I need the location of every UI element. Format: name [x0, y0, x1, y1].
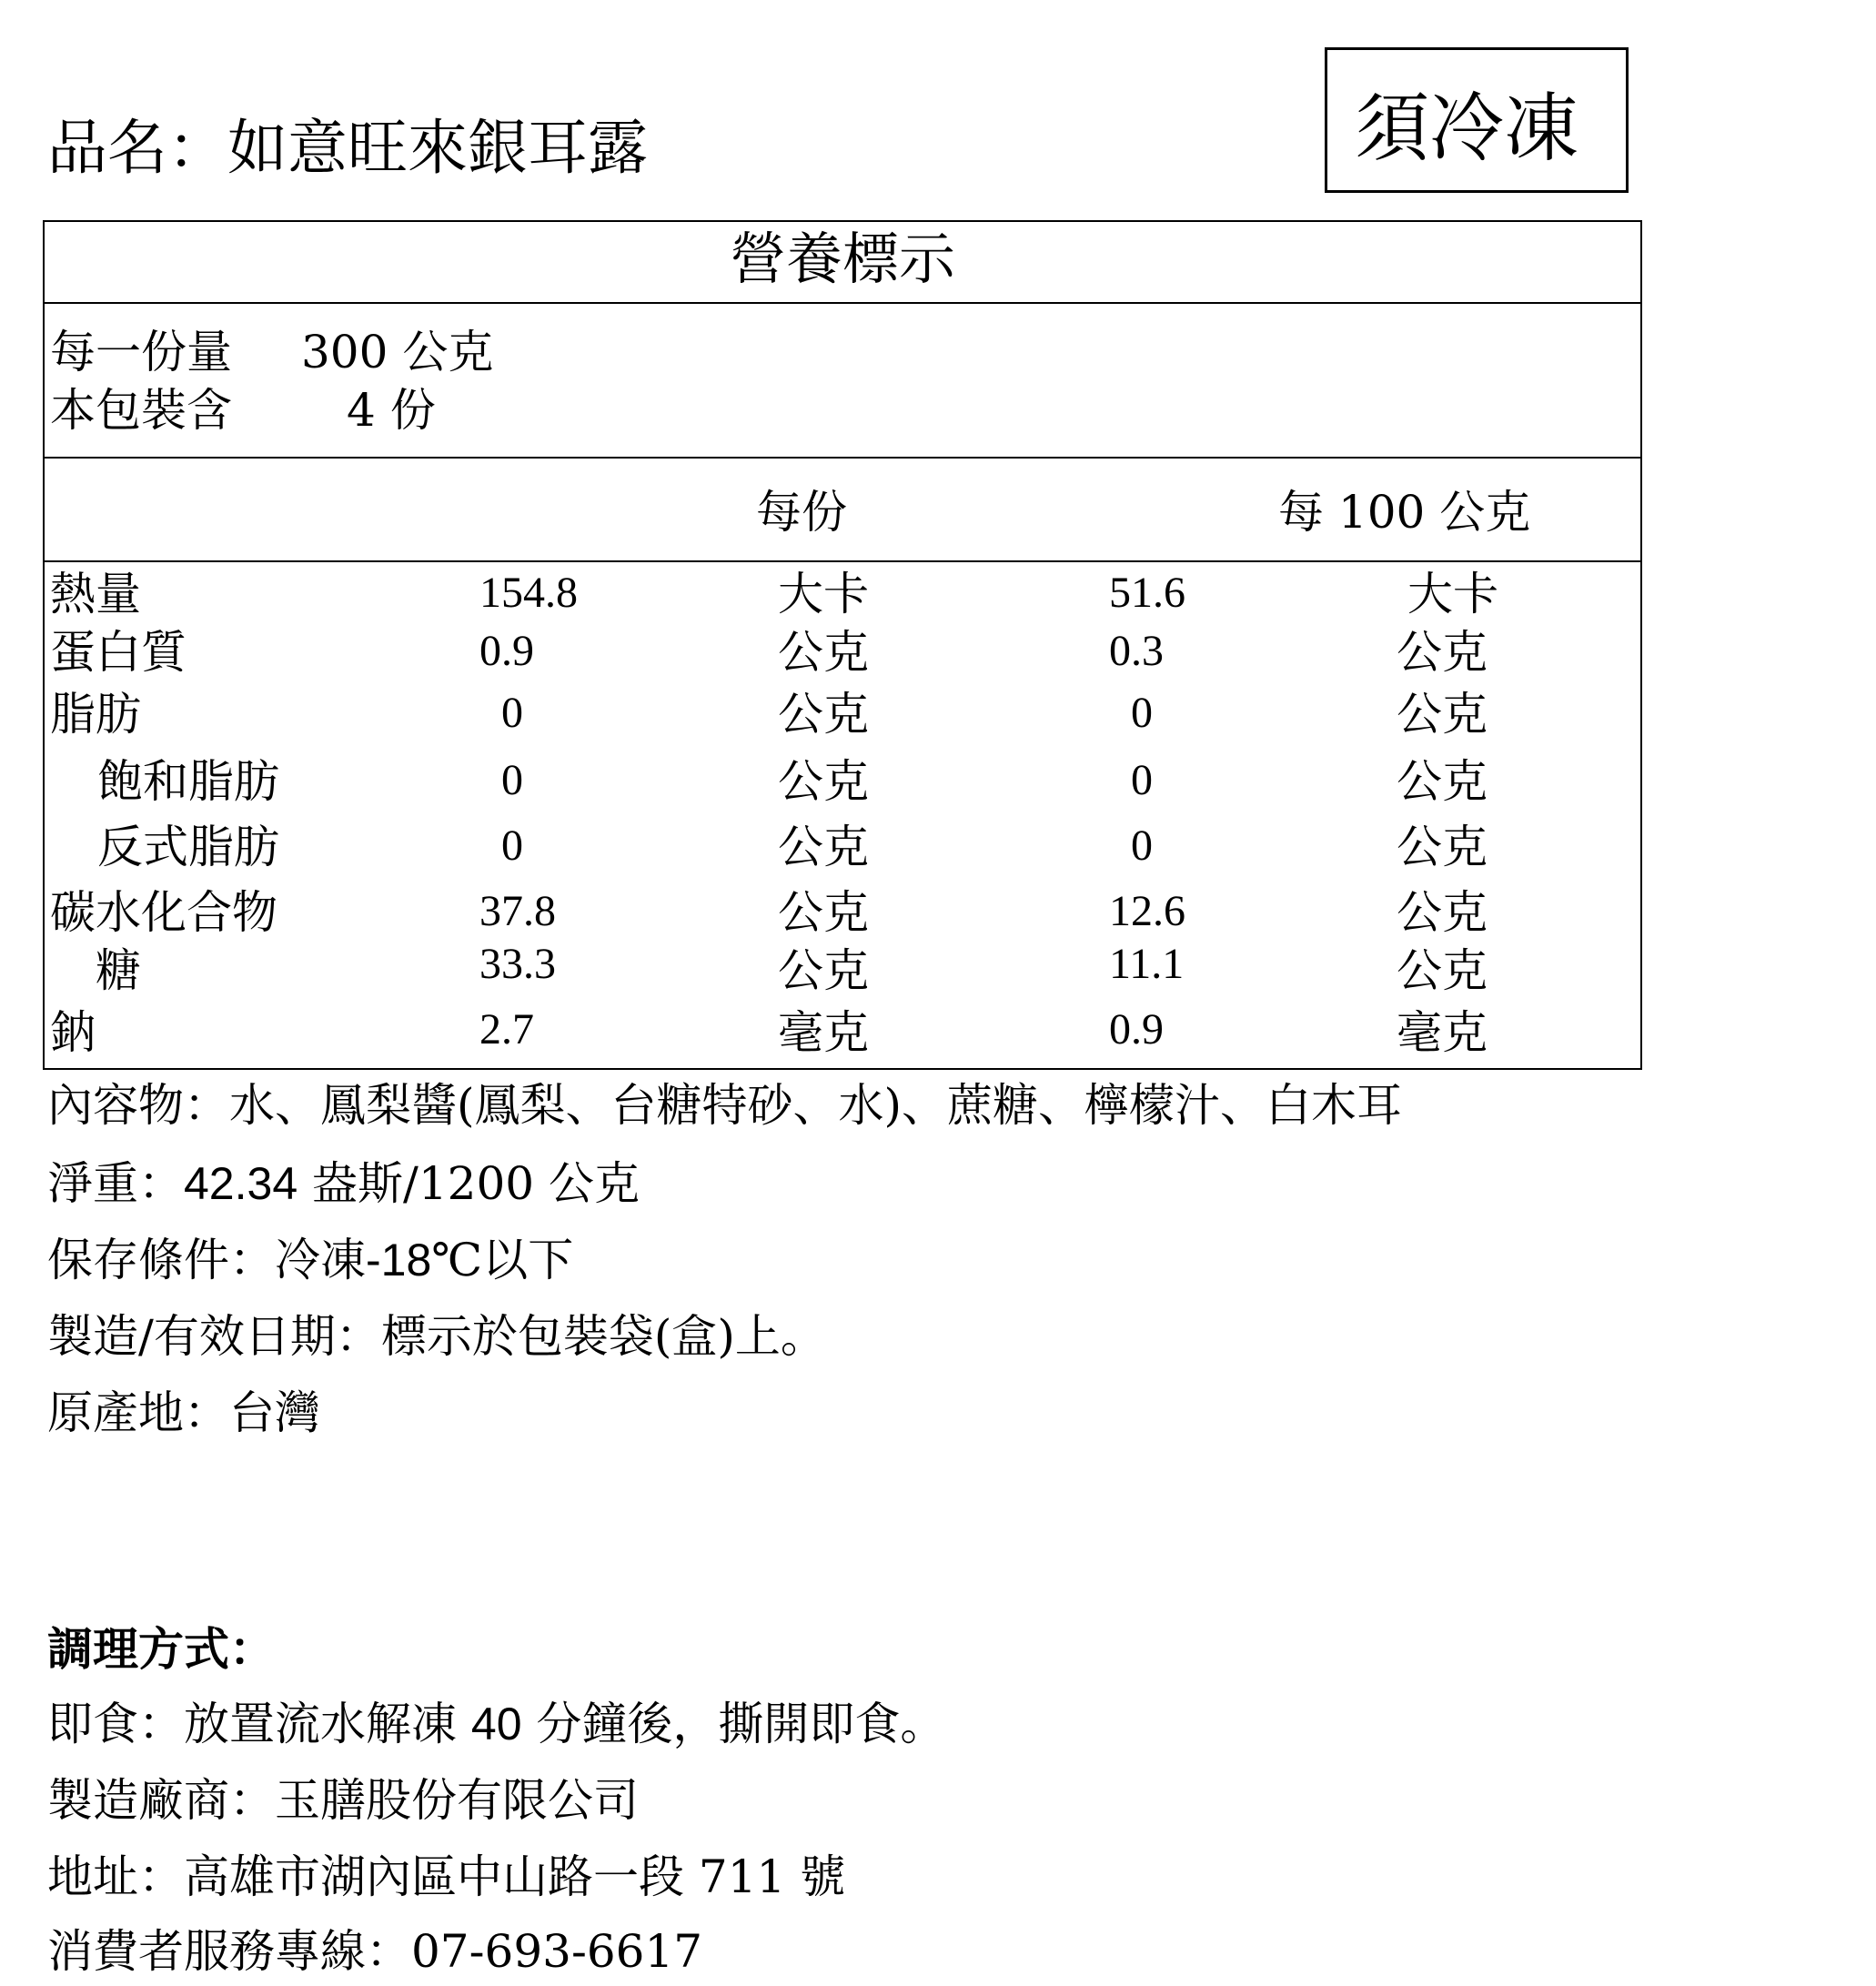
address: 地址：高雄市湖內區中山路一段 711 號: [47, 1850, 846, 1903]
freeze-notice: 須冷凍: [1355, 86, 1579, 172]
serving-size-value: 300 公克: [301, 326, 494, 378]
nutrient-value-per-100g: 12.6: [1109, 887, 1185, 935]
net-weight-value: 42.34: [184, 1158, 298, 1209]
nutrition-table: [43, 220, 1642, 1070]
nutrient-unit: 公克: [1397, 688, 1488, 741]
cooking-prefix: 即食：放置流水解凍: [47, 1698, 471, 1750]
net-weight-prefix: 淨重：: [47, 1157, 184, 1210]
divider: [45, 560, 1640, 562]
nutrient-name: 鈉: [50, 1006, 96, 1059]
serving-size-label: 每一份量: [50, 326, 232, 378]
nutrient-unit: 公克: [1397, 821, 1488, 873]
nutrient-value-per-serving: 0: [501, 756, 523, 804]
freeze-notice-box: [1325, 47, 1629, 193]
nutrient-value-per-serving: 2.7: [479, 1005, 534, 1053]
consumer-hotline: 消費者服務專線：07-693-6617: [47, 1925, 703, 1978]
nutrition-title: 營養標示: [729, 226, 955, 292]
expiry-date: 製造/有效日期：標示於包裝袋(盒)上。: [47, 1310, 826, 1363]
column-header-per-serving: 每份: [756, 486, 847, 539]
nutrient-unit: 公克: [1397, 755, 1488, 808]
cooking-instruction: [47, 1698, 946, 1750]
cooking-suffix: 分鐘後，撕開即食。: [521, 1698, 946, 1750]
product-name: 品名：如意旺來銀耳露: [47, 113, 648, 183]
nutrient-name: 糖: [96, 944, 141, 997]
storage-temp: -18: [366, 1235, 432, 1285]
ingredients: 內容物：水、鳳梨醬(鳳梨、台糖特砂、水)、蔗糖、檸檬汁、白木耳: [47, 1079, 1403, 1132]
nutrient-value-per-serving: 33.3: [479, 940, 556, 988]
nutrient-value-per-100g: 0.3: [1109, 627, 1164, 675]
origin: 原產地：台灣: [47, 1386, 320, 1439]
servings-value: 4 份: [347, 384, 436, 437]
nutrient-value-per-100g: 11.1: [1109, 940, 1185, 988]
nutrient-value-per-serving: 0: [501, 822, 523, 870]
storage-condition: [47, 1234, 574, 1286]
net-weight-suffix: 盎斯/1200 公克: [298, 1157, 640, 1210]
nutrient-value-per-100g: 0: [1131, 756, 1153, 804]
nutrient-value-per-100g: 0: [1131, 822, 1153, 870]
divider: [45, 302, 1640, 304]
nutrient-name: 熱量: [50, 568, 141, 620]
nutrient-value-per-serving: 154.8: [479, 569, 578, 617]
divider: [45, 457, 1640, 459]
nutrient-value-per-100g: 51.6: [1109, 569, 1185, 617]
nutrient-name: 脂肪: [50, 688, 141, 741]
nutrient-name: 碳水化合物: [50, 886, 277, 939]
nutrient-unit: 毫克: [1397, 1006, 1488, 1059]
nutrient-unit: 公克: [778, 944, 869, 997]
nutrient-unit: 大卡: [1407, 568, 1498, 620]
nutrient-unit: 毫克: [778, 1006, 869, 1059]
nutrient-value-per-serving: 0: [501, 689, 523, 737]
net-weight: [47, 1157, 640, 1210]
nutrient-value-per-serving: 37.8: [479, 887, 556, 935]
nutrient-value-per-serving: 0.9: [479, 627, 534, 675]
nutrient-value-per-100g: 0.9: [1109, 1005, 1164, 1053]
nutrient-unit: 公克: [778, 688, 869, 741]
nutrient-unit: 公克: [1397, 886, 1488, 939]
nutrient-unit: 公克: [1397, 626, 1488, 679]
nutrient-unit: 公克: [778, 755, 869, 808]
storage-prefix: 保存條件：冷凍: [47, 1234, 366, 1286]
nutrient-unit: 公克: [1397, 944, 1488, 997]
nutrient-unit: 公克: [778, 626, 869, 679]
manufacturer: 製造廠商：玉膳股份有限公司: [47, 1774, 639, 1827]
nutrient-name: 飽和脂肪: [97, 755, 279, 808]
nutrient-unit: 公克: [778, 886, 869, 939]
cooking-minutes: 40: [470, 1699, 522, 1749]
nutrient-name: 反式脂肪: [97, 821, 279, 873]
nutrient-value-per-100g: 0: [1131, 689, 1153, 737]
nutrient-unit: 大卡: [778, 568, 869, 620]
storage-suffix: ℃以下: [431, 1234, 574, 1286]
cooking-method-title: 調理方式：: [47, 1622, 275, 1676]
servings-label: 本包裝含: [50, 384, 232, 437]
nutrient-name: 蛋白質: [50, 626, 187, 679]
column-header-per-100g: 每 100 公克: [1278, 486, 1531, 539]
nutrient-unit: 公克: [778, 821, 869, 873]
